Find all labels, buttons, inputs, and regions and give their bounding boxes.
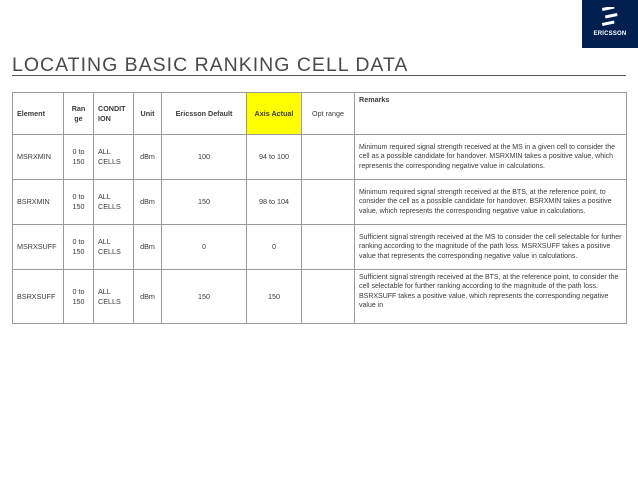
cell-unit: dBm [134, 180, 162, 225]
cell-unit: dBm [134, 135, 162, 180]
cell-remarks: Sufficient signal strength received at the MS to consider the cell selectable for further ranking according to the magnitude of the path loss. MSRXSUFF takes a positive value that represents the corresponding negative value in calculations. [355, 225, 627, 270]
cell-unit: dBm [134, 225, 162, 270]
header-condition: CONDIT ION [94, 93, 134, 135]
cell-element: MSRXMIN [13, 135, 64, 180]
table-row [13, 270, 627, 324]
header-range: Ran ge [64, 93, 94, 135]
cell-unit: dBm [134, 270, 162, 324]
cell-actual: 94 to 100 [247, 135, 302, 180]
cell-range: 0 to 150 [64, 225, 94, 270]
cell-range: 0 to 150 [64, 135, 94, 180]
cell-element: BSRXSUFF [13, 270, 64, 324]
cell-condition: ALL CELLS [94, 180, 134, 225]
cell-condition: ALL CELLS [94, 135, 134, 180]
ericsson-logo [582, 0, 638, 48]
cell-range: 0 to 150 [64, 270, 94, 324]
cell-actual: 150 [247, 270, 302, 324]
cell-default: 100 [162, 135, 247, 180]
header-opt-range: Opt range [302, 93, 355, 135]
title-rule [12, 75, 626, 76]
cell-remarks: Minimum required signal strength received at the MS in a given cell to consider the cell as a possible candidate for handover. MSRXMIN takes a positive value, which represents the corresponding negative value in calculations. [355, 135, 627, 180]
cell-actual: 98 to 104 [247, 180, 302, 225]
cell-remarks: Sufficient signal strength received at the BTS, at the reference point, to consider the cell selectable for further ranking according to the magnitude of the path loss. BSRXSUFF takes a positive value, which represents the corresponding negative value in [355, 270, 627, 324]
table-header-row [13, 93, 627, 135]
header-axis-actual: Axis Actual [247, 93, 302, 135]
table-row [13, 225, 627, 270]
slide-title: LOCATING BASIC RANKING CELL DATA [12, 54, 409, 76]
logo-wordmark: ERICSSON [593, 31, 627, 37]
ericsson-logo-icon [599, 7, 621, 27]
cell-actual: 0 [247, 225, 302, 270]
cell-remarks: Minimum required signal strength received at the BTS, at the reference point, to consider the cell as a possible candidate for handover. BSRXMIN takes a positive value, which represents the corresponding negative value in calculations. [355, 180, 627, 225]
cell-opt-range [302, 270, 355, 324]
header-element: Element [13, 93, 64, 135]
cell-element: MSRXSUFF [13, 225, 64, 270]
ranking-data-table [12, 92, 627, 324]
cell-element: BSRXMIN [13, 180, 64, 225]
cell-opt-range [302, 225, 355, 270]
cell-default: 0 [162, 225, 247, 270]
table-row [13, 135, 627, 180]
cell-default: 150 [162, 180, 247, 225]
cell-opt-range [302, 180, 355, 225]
header-unit: Unit [134, 93, 162, 135]
header-ericsson-default: Ericsson Default [162, 93, 247, 135]
cell-range: 0 to 150 [64, 180, 94, 225]
table-row [13, 180, 627, 225]
header-remarks: Remarks [355, 93, 627, 135]
cell-default: 150 [162, 270, 247, 324]
cell-condition: ALL CELLS [94, 270, 134, 324]
cell-condition: ALL CELLS [94, 225, 134, 270]
cell-opt-range [302, 135, 355, 180]
